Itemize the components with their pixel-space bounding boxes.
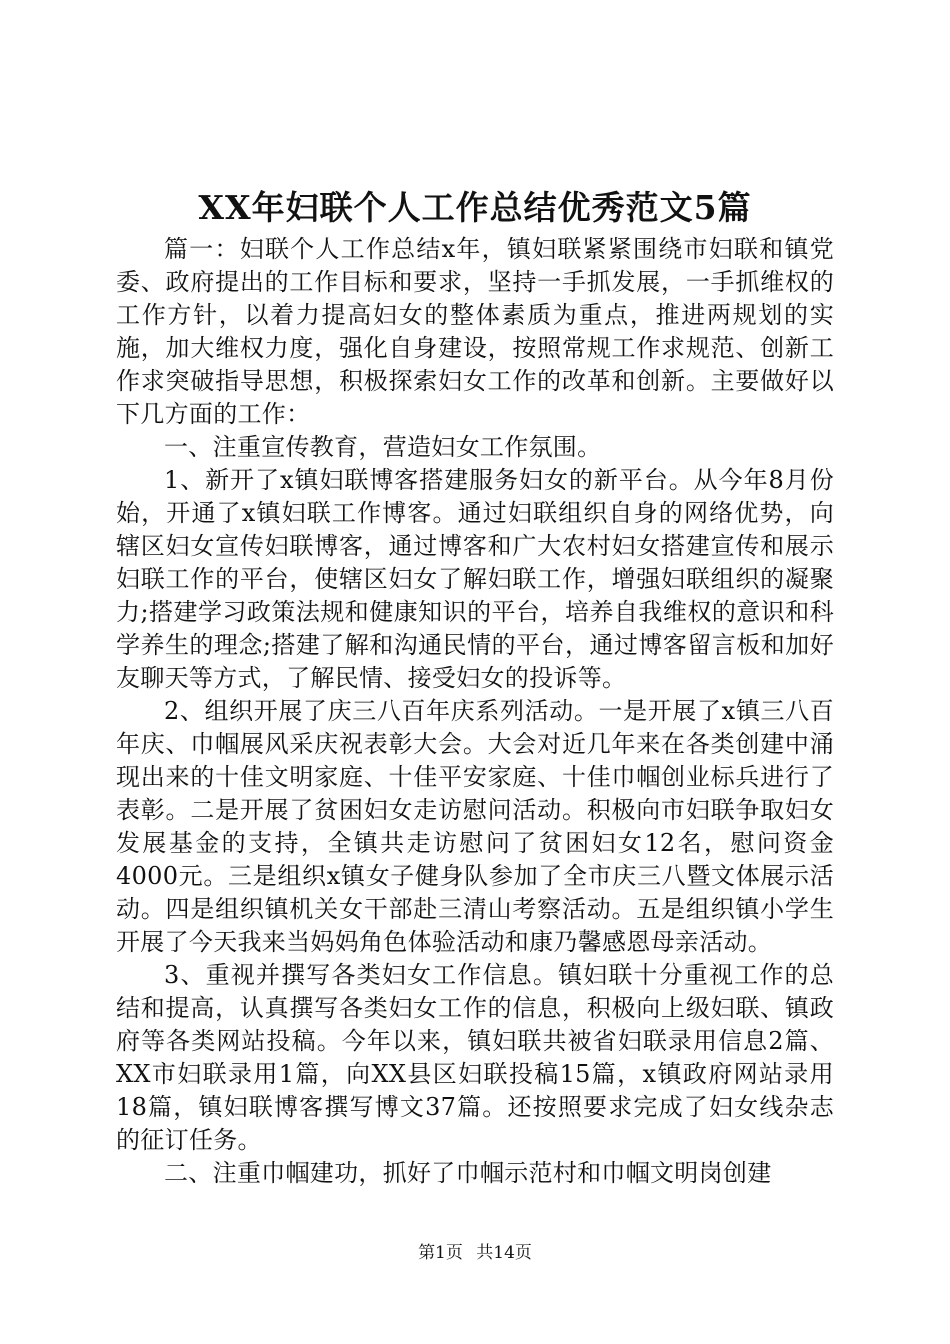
- page-footer: [0, 1241, 950, 1265]
- paragraph-item-3: 3、重视并撰写各类妇女工作信息。镇妇联十分重视工作的总结和提高，认真撰写各类妇女工作的信息，积极向上级妇联、镇政府等各类网站投稿。今年以来，镇妇联共被省妇联录用信息2篇、XX市妇联录用1篇，向XX县区妇联投稿15篇，x镇政府网站录用18篇，镇妇联博客撰写博文37篇。还按照要求完成了妇女线杂志的征订任务。: [116, 961, 834, 1154]
- document-title: XX年妇联个人工作总结优秀范文5篇: [198, 188, 752, 227]
- paragraph-intro: 篇一：妇联个人工作总结x年，镇妇联紧紧围绕市妇联和镇党委、政府提出的工作目标和要求，坚持一手抓发展，一手抓维权的工作方针，以着力提高妇女的整体素质为重点，推进两规划的实施，加大维权力度，强化自身建设，按照常规工作求规范、创新工作求突破指导思想，积极探索妇女工作的改革和创新。主要做好以下几方面的工作：: [116, 235, 834, 428]
- section-heading-2: 二、注重巾帼建功，抓好了巾帼示范村和巾帼文明岗创建: [164, 1159, 772, 1187]
- page-number: 第1页: [418, 1243, 463, 1263]
- document-body: [116, 233, 834, 1190]
- section-heading-1: 一、注重宣传教育，营造妇女工作氛围。: [164, 433, 602, 461]
- paragraph-item-1: 1、新开了x镇妇联博客搭建服务妇女的新平台。从今年8月份始，开通了x镇妇联工作博客。通过妇联组织自身的网络优势，向辖区妇女宣传妇联博客，通过博客和广大农村妇女搭建宣传和展示妇联工作的平台，使辖区妇女了解妇联工作，增强妇联组织的凝聚力;搭建学习政策法规和健康知识的平台，培养自我维权的意识和科学养生的理念;搭建了解和沟通民情的平台，通过博客留言板和加好友聊天等方式，了解民情、接受妇女的投诉等。: [116, 466, 834, 692]
- page-total: 共14页: [476, 1243, 532, 1263]
- paragraph-item-2: 2、组织开展了庆三八百年庆系列活动。一是开展了x镇三八百年庆、巾帼展风采庆祝表彰大会。大会对近几年来在各类创建中涌现出来的十佳文明家庭、十佳平安家庭、十佳巾帼创业标兵进行了表彰。二是开展了贫困妇女走访慰问活动。积极向市妇联争取妇女发展基金的支持，全镇共走访慰问了贫困妇女12名，慰问资金4000元。三是组织x镇女子健身队参加了全市庆三八暨文体展示活动。四是组织镇机关女干部赴三清山考察活动。五是组织镇小学生开展了今天我来当妈妈角色体验活动和康乃馨感恩母亲活动。: [116, 697, 834, 956]
